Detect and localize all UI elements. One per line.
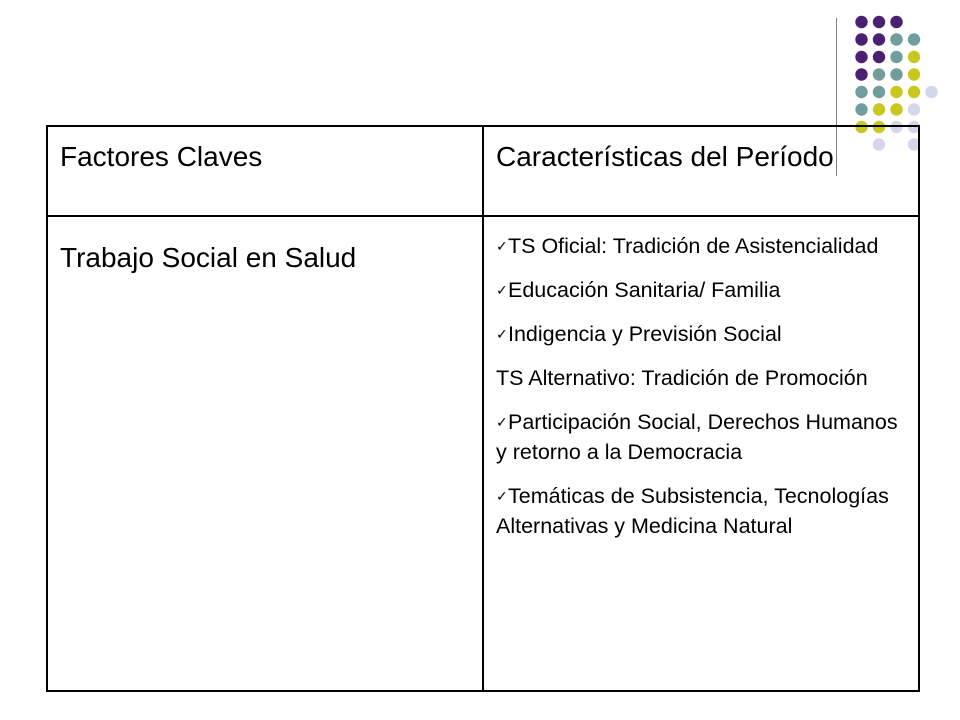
- decorative-dot: [925, 86, 937, 98]
- list-item-text: Temáticas de Subsistencia, Tecnologías Alternativas y Medicina Natural: [496, 484, 889, 538]
- factors-table: [46, 125, 920, 692]
- list-item-text: Participación Social, Derechos Humanos y retorno a la Democracia: [496, 410, 898, 464]
- characteristics-cell: [483, 216, 919, 691]
- checkmark-icon: ✓: [496, 238, 508, 254]
- list-item: [496, 407, 908, 467]
- decorative-dot: [890, 103, 902, 115]
- checkmark-icon: ✓: [496, 488, 508, 504]
- decorative-dot: [890, 16, 902, 28]
- decorative-dot: [855, 86, 867, 98]
- list-item-text: TS Oficial: Tradición de Asistencialidad: [508, 234, 879, 258]
- list-item: [496, 275, 908, 305]
- decorative-dot: [873, 33, 885, 45]
- characteristics-list: [484, 217, 918, 541]
- decorative-dot: [908, 68, 920, 80]
- decorative-dot: [855, 68, 867, 80]
- decorative-dot: [908, 33, 920, 45]
- decorative-dot: [908, 86, 920, 98]
- list-item-text: TS Alternativo: Tradición de Promoción: [496, 366, 868, 390]
- decorative-dot: [873, 86, 885, 98]
- decorative-dot: [873, 51, 885, 63]
- factor-label: Trabajo Social en Salud: [60, 242, 357, 273]
- list-item-text: Indigencia y Previsión Social: [508, 322, 782, 346]
- header-characteristics-label: Características del Período: [496, 141, 834, 172]
- decorative-dot: [890, 86, 902, 98]
- header-cell-factors: [47, 126, 483, 216]
- header-cell-characteristics: [483, 126, 919, 216]
- decorative-dot: [890, 33, 902, 45]
- decorative-dot: [855, 33, 867, 45]
- decorative-dot: [873, 68, 885, 80]
- decorative-dot: [873, 103, 885, 115]
- list-item: [496, 231, 908, 261]
- decorative-dot: [855, 16, 867, 28]
- decorative-dot: [873, 16, 885, 28]
- factor-cell: [47, 216, 483, 691]
- decorative-dot: [890, 51, 902, 63]
- list-item: [496, 481, 908, 541]
- list-item: [496, 319, 908, 349]
- list-item: [496, 363, 908, 393]
- checkmark-icon: ✓: [496, 414, 508, 430]
- table-row: [47, 216, 919, 691]
- header-factors-label: Factores Claves: [60, 141, 263, 172]
- table-header-row: [47, 126, 919, 216]
- decorative-dot: [855, 51, 867, 63]
- list-item-text: Educación Sanitaria/ Familia: [508, 278, 781, 302]
- decorative-dot: [855, 103, 867, 115]
- decorative-dot: [890, 68, 902, 80]
- checkmark-icon: ✓: [496, 282, 508, 298]
- checkmark-icon: ✓: [496, 326, 508, 342]
- decorative-dot: [908, 51, 920, 63]
- decorative-dot: [908, 103, 920, 115]
